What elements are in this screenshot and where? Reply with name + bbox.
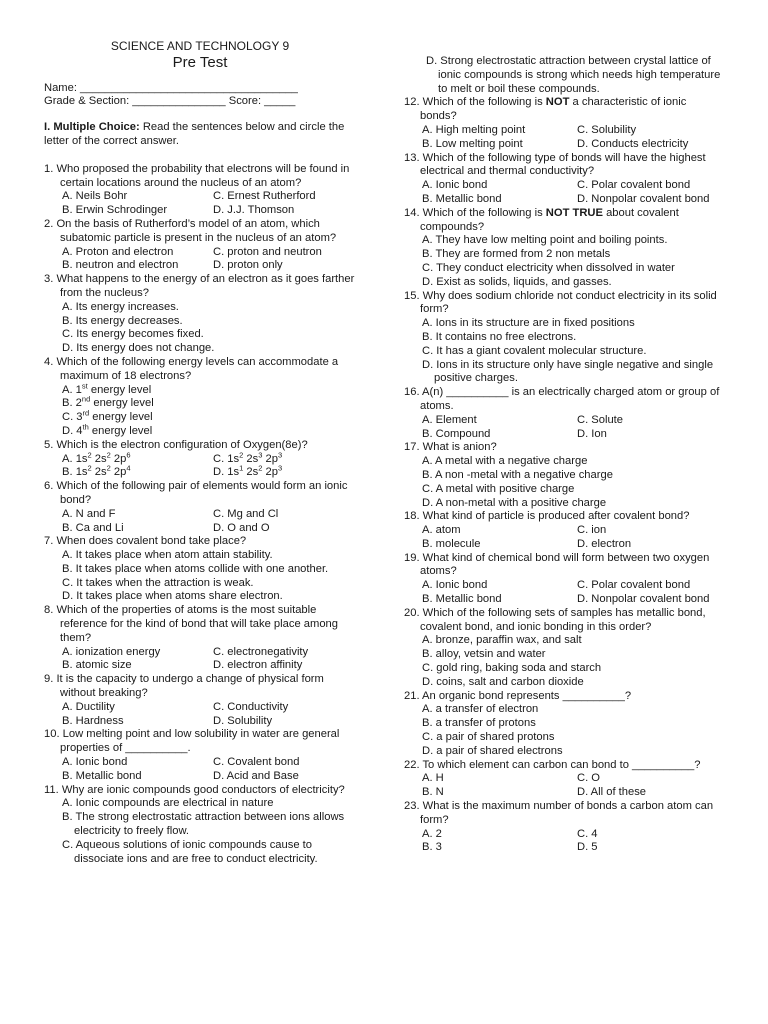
question-19 [404, 552, 724, 607]
question-20 [404, 607, 724, 690]
orbital: 2p [262, 466, 278, 479]
question-stem: 15. Why does sodium chloride not conduct electricity in its solid form? [404, 289, 717, 316]
instructions-text: Read the sentences below and circle the letter of the correct answer. [44, 121, 345, 147]
page-subtitle: Pre Test [172, 53, 228, 71]
option-a[interactable]: A. High melting point [422, 123, 526, 136]
option-c[interactable]: C. Solubility [577, 123, 637, 136]
option-d[interactable]: D. All of these [577, 786, 647, 799]
orbital-count: 3 [258, 449, 263, 459]
option-b[interactable]: B. Metallic bond [422, 593, 502, 606]
option-a[interactable]: A. A metal with a negative charge [422, 455, 588, 468]
option-a[interactable]: A. atom [422, 524, 461, 537]
option-b[interactable]: B. a transfer of protons [422, 717, 536, 730]
option-a[interactable]: A. Ductility [62, 700, 115, 713]
orbital-count: 2 [239, 449, 244, 459]
option-c[interactable] [62, 408, 356, 425]
question-5 [44, 439, 356, 480]
question-18 [404, 510, 724, 551]
grade-score-field: Grade & Section: _______________ Score: _____ [44, 95, 296, 108]
option-a[interactable]: A. a transfer of electron [422, 703, 539, 716]
option-b[interactable]: B. A non -metal with a negative charge [422, 468, 613, 481]
question-11 [44, 784, 356, 867]
orbital: 2s [91, 452, 107, 465]
option-d[interactable]: D. Nonpolar covalent bond [577, 192, 710, 205]
question-stem: 11. Why are ionic compounds good conductors of electricity? [44, 783, 345, 796]
option-a[interactable]: A. bronze, paraffin wax, and salt [422, 634, 582, 647]
option-a[interactable]: A. 2 [422, 827, 442, 840]
question-15 [404, 290, 724, 387]
option-a[interactable]: A. Ionic bond [422, 579, 488, 592]
question-stem: 9. It is the capacity to undergo a change of physical form without breaking? [44, 673, 324, 700]
question-stem: 18. What kind of particle is produced after covalent bond? [404, 510, 690, 523]
question-stem: 5. Which is the electron configuration of Oxygen(8e)? [44, 438, 308, 451]
option-d[interactable]: D. J.J. Thomson [213, 204, 295, 217]
option-d[interactable]: D. Its energy does not change. [62, 342, 215, 355]
question-stem: 16. A(n) __________ is an electrically charged atom or group of atoms. [404, 386, 720, 412]
question-stem: 23. What is the maximum number of bonds a carbon atom can form? [404, 800, 714, 826]
option-a[interactable]: A. It takes place when atom attain stability. [62, 549, 273, 562]
orbital-count: 3 [277, 463, 283, 473]
question-1 [44, 163, 356, 218]
question-stem [404, 96, 724, 124]
orbital: 1s [75, 452, 88, 465]
option-a[interactable]: A. H [422, 772, 444, 785]
option-d[interactable]: D. It takes place when atoms share electron. [62, 590, 283, 603]
option-b[interactable]: B. Erwin Schrodinger [62, 204, 168, 217]
question-stem: 22. To which element can carbon can bond to __________? [404, 758, 701, 771]
option-b[interactable]: B. molecule [422, 537, 481, 550]
orbital: 2s [243, 466, 259, 479]
orbital-count: 6 [126, 449, 131, 459]
option-c[interactable]: C. A metal with positive charge [422, 482, 575, 495]
question-12 [404, 96, 724, 151]
orbital: 1s [227, 466, 240, 479]
page-title: SCIENCE AND TECHNOLOGY 9 [110, 39, 290, 53]
option-b[interactable]: B. It contains no free electrons. [422, 330, 577, 343]
option-c[interactable]: C. Conductivity [213, 700, 289, 713]
option-a[interactable]: A. Element [422, 413, 477, 426]
right-column [404, 55, 724, 855]
question-stem: 17. What is anion? [404, 441, 497, 454]
orbital: 2s [243, 452, 259, 465]
option-a[interactable]: A. Ionic compounds are electrical in nature [62, 797, 274, 810]
option-d[interactable]: D. Strong electrostatic attraction between crystal lattice of ionic compounds is strong which needs high temperature to melt or boil these compounds. [426, 55, 721, 95]
option-c[interactable]: C. It has a giant covalent molecular structure. [422, 344, 647, 357]
question-14 [404, 207, 724, 290]
question-stem: 3. What happens to the energy of an electron as it goes farther from the nucleus? [44, 273, 355, 299]
option-c[interactable] [213, 449, 356, 467]
stem-text: 14. Which of the following is [404, 206, 546, 219]
option-d[interactable]: D. Nonpolar covalent bond [577, 593, 710, 606]
question-stem: 4. Which of the following energy levels can accommodate a maximum of 18 electrons? [44, 355, 339, 382]
left-column [44, 40, 356, 866]
option-letter: A. [62, 452, 76, 465]
option-d[interactable]: D. Exist as solids, liquids, and gasses. [422, 275, 612, 288]
option-letter: C. [213, 452, 228, 465]
option-d[interactable]: D. Ion [577, 427, 607, 440]
ordinal-suffix: nd [81, 394, 91, 404]
stem-text: about covalent compounds? [420, 206, 679, 233]
option-a[interactable]: A. Its energy increases. [62, 300, 179, 313]
option-b[interactable]: B. Ca and Li [62, 521, 124, 534]
option-c[interactable]: C. O [577, 772, 600, 785]
option-a[interactable]: A. N and F [62, 507, 116, 520]
option-text: energy level [88, 424, 153, 437]
option-a[interactable]: A. ionization energy [62, 645, 161, 658]
option-d[interactable]: D. 5 [577, 841, 598, 854]
option-letter: D. [213, 466, 228, 479]
orbital: 2s [91, 466, 107, 479]
option-d[interactable]: D. Solubility [213, 714, 273, 727]
option-d[interactable]: D. electron affinity [213, 659, 303, 672]
option-c[interactable]: C. Ernest Rutherford [213, 190, 316, 203]
orbital-count: 2 [106, 463, 111, 473]
question-8 [44, 604, 356, 673]
question-stem: 7. When does covalent bond take place? [44, 535, 247, 548]
option-a[interactable]: A. Neils Bohr [62, 190, 128, 203]
question-7 [44, 535, 356, 604]
option-c[interactable]: C. a pair of shared protons [422, 731, 555, 744]
option-text: B. 2 [62, 397, 82, 410]
option-c[interactable]: C. 4 [577, 827, 598, 840]
option-d[interactable]: D. a pair of shared electrons [422, 744, 563, 757]
option-letter: B. [62, 466, 76, 479]
option-c[interactable]: C. Polar covalent bond [577, 579, 691, 592]
option-d[interactable]: D. Ions in its structure only have single negative and single positive charges. [422, 358, 714, 385]
question-2 [44, 218, 356, 273]
question-stem: 19. What kind of chemical bond will form between two oxygen atoms? [404, 551, 710, 578]
option-c[interactable]: C. Its energy becomes fixed. [62, 328, 204, 341]
question-stem: 1. Who proposed the probability that electrons will be found in certain locations around the nucleus of an atom? [44, 162, 350, 189]
question-21 [404, 690, 724, 759]
option-d[interactable] [62, 422, 356, 439]
option-text: energy level [87, 383, 152, 396]
question-11-continued [404, 55, 724, 96]
option-a[interactable]: A. Proton and electron [62, 245, 174, 258]
option-b[interactable]: B. Compound [422, 427, 491, 440]
option-b[interactable]: B. neutron and electron [62, 259, 179, 272]
option-d[interactable]: D. O and O [213, 521, 270, 534]
option-d[interactable]: D. electron [577, 537, 632, 550]
option-a[interactable]: A. Ions in its structure are in fixed positions [422, 317, 635, 330]
option-b[interactable]: B. It takes place when atoms collide with one another. [62, 562, 329, 575]
orbital: 2p [110, 466, 127, 479]
option-text: A. 1 [62, 383, 82, 396]
question-6 [44, 480, 356, 535]
orbital-count: 4 [126, 463, 131, 473]
question-stem: 21. An organic bond represents __________? [404, 689, 632, 702]
orbital-count: 2 [258, 463, 263, 473]
option-a[interactable] [62, 380, 356, 398]
option-a[interactable]: A. Ionic bond [422, 179, 488, 192]
option-c[interactable]: C. It takes when the attraction is weak. [62, 576, 254, 589]
option-c[interactable]: C. gold ring, baking soda and starch [422, 662, 602, 675]
ordinal-suffix: st [81, 380, 88, 390]
option-b[interactable]: B. Metallic bond [422, 192, 502, 205]
option-c[interactable]: C. Polar covalent bond [577, 179, 691, 192]
instructions-heading: I. Multiple Choice: [44, 121, 140, 134]
question-stem: 10. Low melting point and low solubility in water are general properties of __________. [44, 728, 340, 755]
option-text: energy level [90, 397, 154, 410]
option-text: energy level [89, 411, 153, 424]
name-field: Name: ___________________________________ [44, 81, 298, 94]
option-b[interactable] [62, 394, 356, 411]
option-b[interactable]: B. Its energy decreases. [62, 314, 183, 327]
question-4 [44, 356, 356, 439]
instructions [44, 121, 356, 149]
question-stem [404, 207, 724, 235]
orbital-count: 3 [277, 449, 283, 459]
orbital-count: 2 [106, 449, 111, 459]
question-stem: 2. On the basis of Rutherford’s model of an atom, which subatomic particle is present in the nucleus of an atom? [44, 217, 337, 244]
option-a[interactable]: A. Ionic bond [62, 756, 128, 769]
question-17 [404, 441, 724, 510]
option-d[interactable]: D. Acid and Base [213, 769, 299, 782]
stem-emphasis: NOT TRUE [545, 206, 603, 219]
option-text: C. 3 [62, 411, 83, 424]
option-b[interactable]: B. Low melting point [422, 137, 523, 150]
ordinal-suffix: th [82, 422, 89, 432]
question-9 [44, 673, 356, 728]
stem-text: a characteristic of ionic bonds? [420, 96, 687, 123]
option-b[interactable]: B. N [422, 786, 444, 799]
question-3 [44, 273, 356, 356]
option-a[interactable] [62, 449, 205, 467]
question-16 [404, 386, 724, 441]
question-13 [404, 152, 724, 207]
option-b[interactable]: B. The strong electrostatic attraction between ions allows electricity to freely flow. [62, 811, 345, 838]
option-b[interactable]: B. Metallic bond [62, 769, 142, 782]
option-c[interactable]: C. They conduct electricity when dissolved in water [422, 261, 675, 274]
option-c[interactable]: C. Aqueous solutions of ionic compounds cause to dissociate ions and are free to conduct electricity. [62, 838, 318, 865]
option-c[interactable]: C. Solute [577, 413, 624, 426]
option-c[interactable]: C. Mg and Cl [213, 507, 279, 520]
option-b[interactable]: B. They are formed from 2 non metals [422, 248, 611, 261]
question-22 [404, 759, 724, 800]
option-c[interactable]: C. electronegativity [213, 645, 309, 658]
orbital-count: 2 [87, 463, 92, 473]
question-10 [44, 728, 356, 783]
option-d[interactable] [213, 463, 356, 480]
question-stem: 13. Which of the following type of bonds will have the highest electrical and thermal conductivity? [404, 151, 706, 178]
option-c[interactable]: C. Covalent bond [213, 756, 300, 769]
orbital-count: 2 [87, 449, 92, 459]
option-c[interactable]: C. proton and neutron [213, 245, 322, 258]
option-d[interactable]: D. A non-metal with a positive charge [422, 496, 607, 509]
orbital-count: 1 [239, 463, 244, 473]
option-d[interactable]: D. proton only [213, 259, 283, 272]
stem-text: 12. Which of the following is [404, 96, 546, 109]
question-stem: 20. Which of the following sets of samples has metallic bond, covalent bond, and ionic bonding in this order? [404, 606, 706, 633]
option-b[interactable]: B. alloy, vetsin and water [422, 648, 546, 661]
option-d[interactable]: D. coins, salt and carbon dioxide [422, 675, 584, 688]
option-d[interactable]: D. Conducts electricity [577, 137, 689, 150]
option-c[interactable]: C. ion [577, 524, 607, 537]
orbital: 2p [262, 452, 278, 465]
option-a[interactable]: A. They have low melting point and boiling points. [422, 234, 668, 247]
option-b[interactable]: B. Hardness [62, 714, 124, 727]
ordinal-suffix: rd [82, 408, 90, 418]
question-stem: 6. Which of the following pair of elements would form an ionic bond? [44, 480, 348, 506]
orbital: 1s [75, 466, 88, 479]
orbital: 1s [227, 452, 240, 465]
option-text: D. 4 [62, 424, 83, 437]
question-stem: 8. Which of the properties of atoms is the most suitable reference for the kind of bond that will take place among them? [44, 604, 338, 644]
option-b[interactable]: B. atomic size [62, 659, 132, 672]
question-23 [404, 800, 724, 855]
stem-emphasis: NOT [545, 96, 570, 109]
orbital: 2p [110, 452, 127, 465]
option-b[interactable]: B. 3 [422, 841, 442, 854]
option-b[interactable] [62, 463, 205, 480]
